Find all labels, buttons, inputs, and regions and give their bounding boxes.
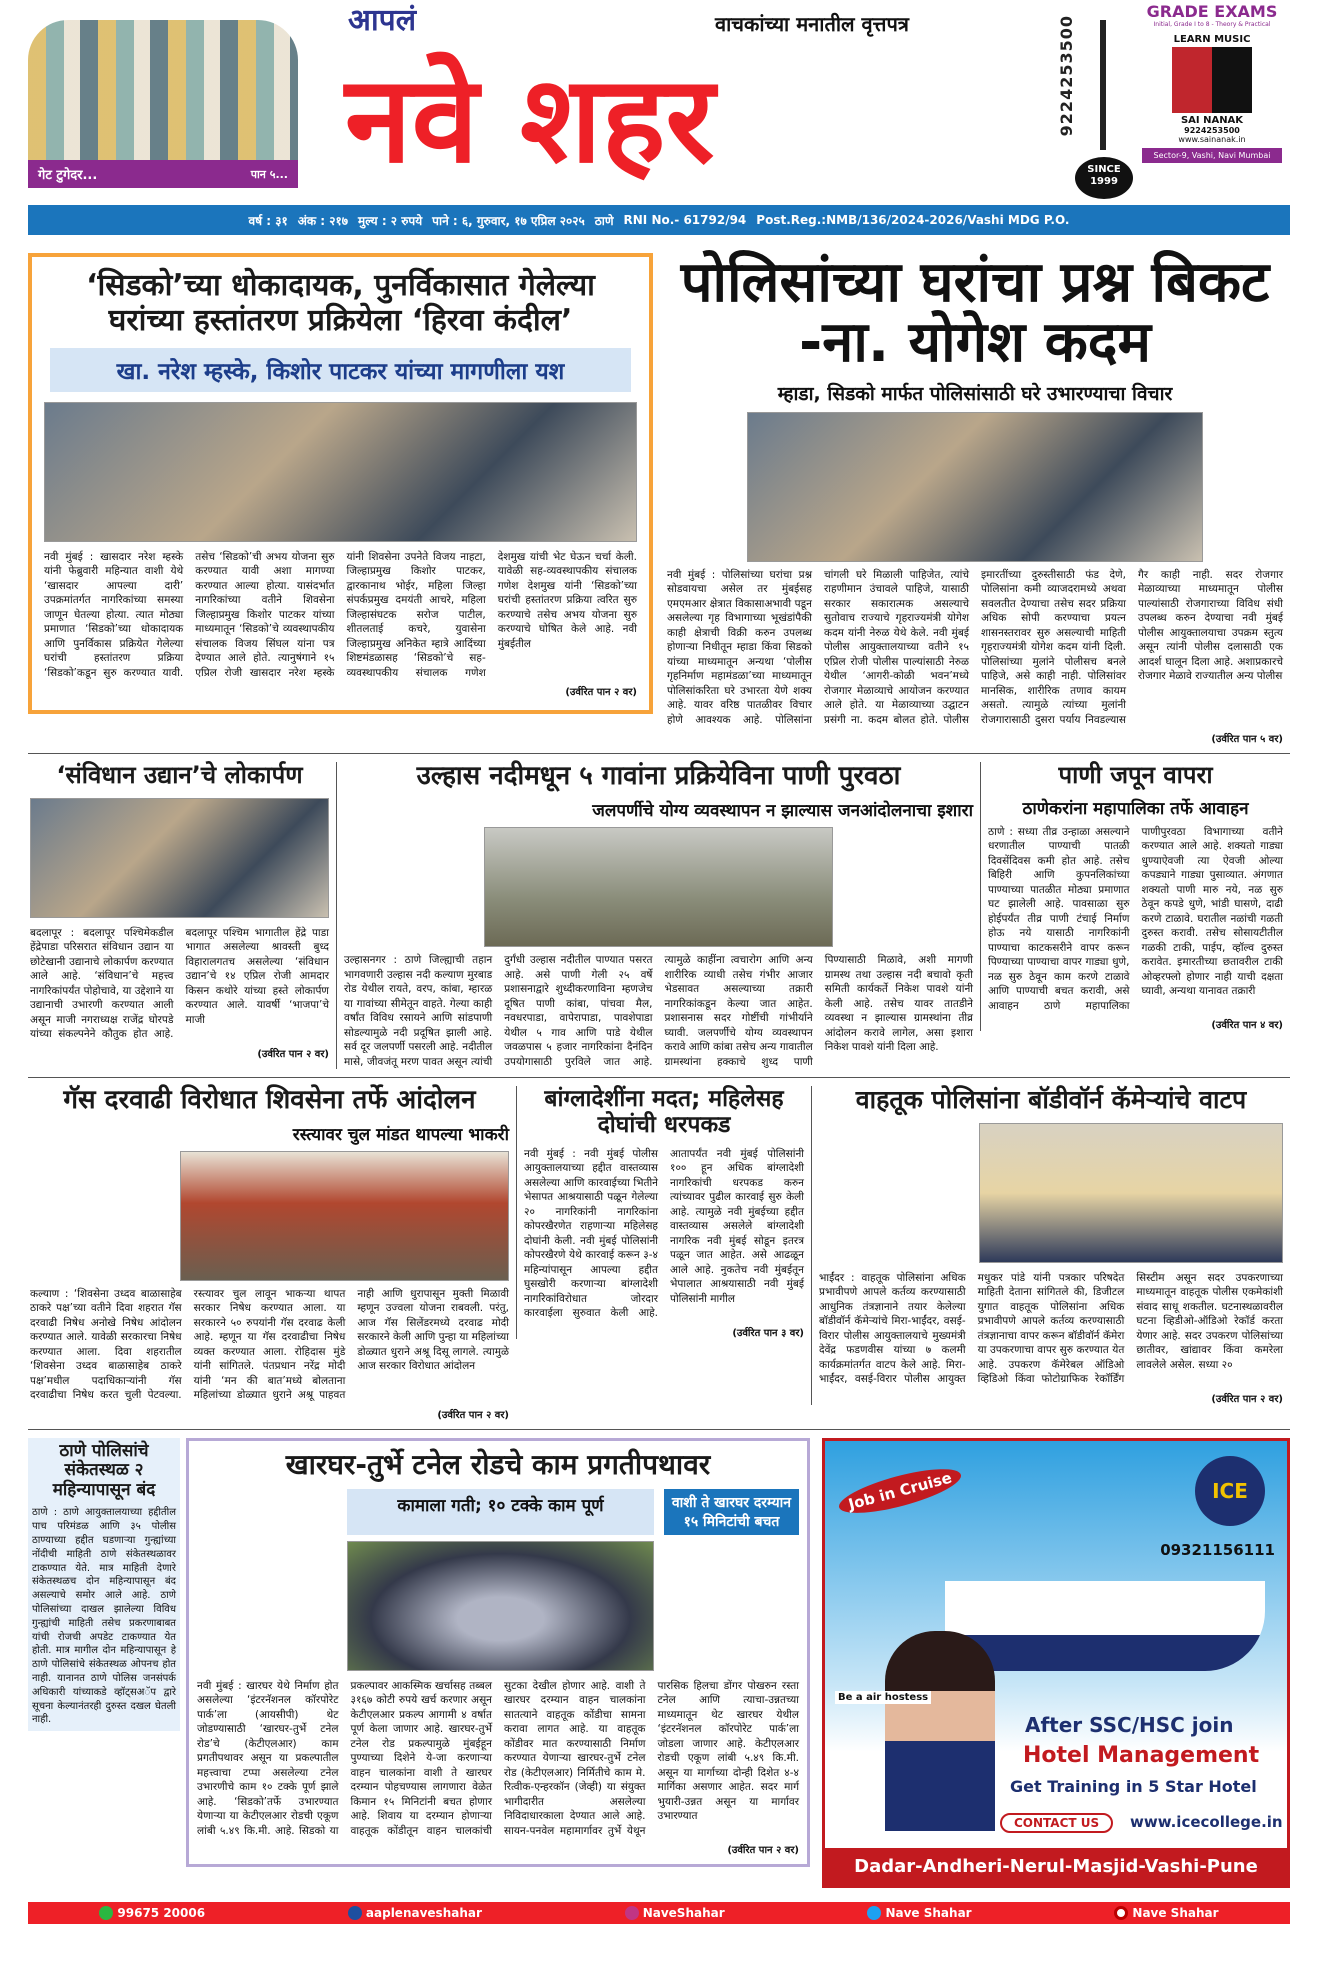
continued-note: (उर्वरित पान ३ वर) [732,1327,804,1339]
story-headline: ‘सिडको’च्या धोकादायक, पुनर्विकासात गेलेल्या घरांच्या हस्तांतरण प्रक्रियेला ‘हिरवा कंदील’ [86,268,595,338]
tunnel-photo [347,1541,654,1671]
story-headline: गॅस दरवाढी विरोधात शिवसेना तर्फे आंदोलन [63,1085,476,1116]
story-subhead: ठाणेकरांना महापालिका तर्फे आवाहन [1022,798,1249,819]
continued-note: (उर्वरित पान २ वर) [727,1845,799,1857]
story-headline: बांग्लादेशींना मदत; महिलेसह दोघांची धरपकड [544,1086,784,1139]
music-note-ad: 9224253500 SINCE 1999 [1055,15,1140,200]
caption-row [347,1489,799,1535]
row-4 [28,1430,1290,1896]
sidebar-box: वाशी ते खारघर दरम्यान १५ मिनिटांची बचत [664,1489,799,1535]
twitter-icon [867,1906,881,1920]
story-ulhas-river [336,762,980,1069]
story-subhead: म्हाडा, सिडको मार्फत पोलिसांसाठी घरे उभारण्याचा विचार [777,382,1173,405]
story-body: उल्हासनगर : ठाणे जिल्ह्याची तहान भागवणारी उल्हास नदी कल्याण मुरबाड रोड येथील रायते, वरप, कांबा, म्हारळ या गावांच्या सीमेतून वाहते. गेल्या काही वर्षांत विविध रसायने आणि सांडपाणी सोडल्यामुळे नदी प्रदूषित झाली आहे. सर्व दूर जलपर्णी पसरली आहे. नदीतील मासे, जीवजंतू मरण पावत असून त्यांची दुर्गंधी उल्हास नदीतील पाण्यात पसरत आहे. असे पाणी गेली २५ वर्षे प्रशासनाद्वारे शुध्दीकरणाविना म्हणजेच दूषित पाणी कांबा, पांचवा मैल, नवधरपाडा, वापेरापाडा, पावशेपाडा येथील ५ गाव आणि पाडे येथील जवळपास ५ हजार नागरिकांना दैनंदिन उपयोगासाठी पुरविले जात आहे. त्यामुळे काहींना त्वचारोग आणि अन्य शारीरिक व्याधी तसेच गंभीर आजार भेडसावत असल्याच्या तक्रारी नागरिकांकडून केल्या जात आहेत. प्रशासनास सदर गोष्टींची गांभीर्याने घ्यावी. जलपर्णीचे योग्य व्यवस्थापन करावे आणि कांबा तसेच अन्य गावातील ग्रामस्थांना हक्काचे शुध्द पाणी पिण्यासाठी मिळावे, अशी मागणी ग्रामस्थ तथा उल्हास नदी बचावो कृती समिती कार्यकर्ते निकेश पावशे यांनी केली आहे. तसेच यावर तातडीने व्यवस्था न झाल्यास ग्रामस्थांना तीव्र आंदोलन करावे लागेल, असा इशारा निकेश पावशे यांनी दिला आहे. [344,954,973,1068]
story-bangladeshi-arrest [516,1086,811,1339]
music-note-icon [1100,20,1106,150]
people-illustration [28,20,298,160]
row-1 [28,245,1290,754]
music-school-ad[interactable]: GRADE EXAMS Initial, Grade I to 8 - Theory & Practical LEARN MUSIC SAI NANAK 9224253500 www.sainanak.in Sector-9, Vashi, Navi Mumbai [1142,2,1282,202]
footer-facebook[interactable]: aaplenaveshahar [348,1906,482,1921]
story-subhead: खा. नरेश म्हस्के, किशोर पाटकर यांच्या मागणीला यश [50,348,631,392]
continued-note: (उर्वरित पान २ वर) [437,1409,509,1421]
story-photo [484,827,833,947]
footer-whatsapp[interactable]: 99675 20006 [99,1906,205,1921]
story-photo [979,1123,1283,1263]
whatsapp-icon [99,1906,113,1920]
page-content [28,245,1290,1924]
ice-logo: ICE [1195,1456,1265,1526]
photo-caption: कामाला गती; १० टक्के काम पूर्ण [347,1489,654,1535]
story-subhead: रस्त्यावर चुल मांडत थापल्या भाकरी [292,1124,509,1145]
masthead-title: नवे शहर [345,51,715,190]
story-headline: वाहतूक पोलिसांना बॉडीवॉर्न कॅमेऱ्यांचे वाटप [855,1085,1247,1115]
story-cidco-handover [28,253,653,714]
story-headline: पाणी जपून वापरा [1058,761,1213,790]
continued-note: (उर्वरित पान २ वर) [1211,1393,1283,1405]
masthead-left-ad [28,20,298,200]
story-photo [44,402,637,542]
row-2 [28,754,1290,1078]
ice-college-ad[interactable]: Job in Cruise ICE 09321156111 Be a air hostess After SSC/HSC join Hotel Management Get Training in 5 Star Hotel CONTACT US www.icecollege.in Dadar-Andheri-Nerul-Masjid-Vashi-Pune [822,1438,1290,1888]
continued-note: (उर्वरित पान २ वर) [565,687,637,699]
footer-instagram[interactable]: NaveShahar [625,1906,725,1921]
story-photo [180,1151,509,1281]
left-banner[interactable]: गेट टुगेदर... पान ५... [28,160,298,188]
row-3 [28,1078,1290,1430]
continued-note: (उर्वरित पान २ वर) [257,1048,329,1060]
youtube-icon [1114,1906,1128,1920]
story-thane-police-website [28,1438,180,1731]
story-body: बदलापूर : बदलापूर पश्चिमेकडील हेंद्रेपाडा परिसरात संविधान उद्यान या छोटेखानी उद्यानाचे लोकार्पण करण्यात आले आहे. ‘संविधान’चे महत्त्व नागरिकांपर्यंत पोहोचावे, या उद्देशाने या उद्यानाची उभारणी करण्यात आली असून माजी नगराध्यक्ष राजेंद्र घोरपडे यांच्या संकल्पनेने कौतुक होत आहे. बदलापूर पश्चिम भागातील हेंद्रे पाडा भागात असलेल्या श्रावस्ती बुध्द विहारालगतच असलेल्या ‘संविधान उद्यान’चे १४ एप्रिल रोजी आमदार किसन कथोरे यांच्या हस्ते लोकार्पण करण्यात आले. यावर्षी ‘भाजपा’चे माजी [30,926,329,1041]
story-body: नवी मुंबई : खासदार नरेश म्हस्के यांनी फेब्रुवारी महिन्यात वाशी येथे ‘खासदार आपल्या दारी’ उपक्रमांतर्गत नागरिकांच्या समस्या जाणून घेतल्या होत्या. त्यात मोठ्या प्रमाणात ‘सिडको’च्या धोकादायक आणि पुनर्विकास प्रक्रियेत गेलेल्या घरांची हस्तांतरण प्रक्रिया ‘सिडको’कडून सुरु करण्यात यावी. तसेच ‘सिडको’ची अभय योजना सुरु करण्यात यावी अशा मागण्या करण्यात आल्या होत्या. यासंदर्भात नागरिकांच्या वतीने शिवसेना जिल्हाप्रमुख किशोर पाटकर यांच्या माध्यमातून ‘सिडको’चे व्यवस्थापकीय संचालक विजय सिंघल यांना पत्र देण्यात आले होते. त्यानुषंगाने १५ एप्रिल रोजी खासदार नरेश म्हस्के यांनी शिवसेना उपनेते विजय नाहटा, जिल्हाप्रमुख किशोर पाटकर, द्वारकानाथ भोईर, महिला जिल्हा संपर्कप्रमुख दमयंती आचरे, महिला जिल्हासंघटक सरोज पाटील, शीतलताई कचरे, युवासेना जिल्हाप्रमुख अनिकेत म्हात्रे आदिंच्या शिष्टमंडळासह ‘सिडको’चे सह-व्यवस्थापकीय संचालक गणेश देशमुख यांची भेट घेऊन चर्चा केली. यावेळी सह-व्यवस्थापकीय संचालक गणेश देशमुख यांनी ‘सिडको’च्या घरांची हस्तांतरण प्रक्रिया त्वरित सुरु करण्याचे तसेच अभय योजना सुरु करण्याचे घोषित केले आहे. नवी मुंबईतील [44,551,637,679]
facebook-icon [348,1906,362,1920]
story-body: नवी मुंबई : पोलिसांच्या घरांचा प्रश्न सोडवायचा असेल तर मुंबईसह एमएमआर क्षेत्रात विकासाअभावी पडून असलेल्या गृह विभागाच्या भूखंडांपैकी काही क्षेत्राची विक्री करुन उपलब्ध होणाऱ्या निधीतून म्हाडा किंवा सिडको यांच्या माध्यमातून अन्यथा ‘पोलीस गृहनिर्माण महामंडळा’च्या माध्यमातून पोलिसांकरिता घरे उभारता येणे शक्य आहे. यावर वरिष्ठ पातळीवर विचार होणे आवश्यक आहे. पोलिसांना चांगली घरे मिळाली पाहिजेत, त्यांचे राहणीमान उंचावले पाहिजे, यासाठी सरकार सकारात्मक असल्याचे सुतोवाच राज्याचे गृहराज्यमंत्री योगेश कदम यांनी नेरुळ येथे केले. नवी मुंबई पोलीस आयुक्तालयाच्या वतीने १५ एप्रिल रोजी पोलीस पाल्यांसाठी नेरुळ येथील ‘आगरी-कोळी भवन’मध्ये रोजगार मेळाव्याचे आयोजन करण्यात आले होते. या मेळाव्याच्या उद्घाटन प्रसंगी ना. कदम बोलत होते. पोलीस इमारतींच्या दुरुस्तीसाठी फंड देणे, पोलिसांना कमी व्याजदरामध्ये अथवा सवलतीत देण्याचा तसेच सदर प्रक्रिया अधिक सोपी करण्याचा प्रयत्न शासनस्तरावर सुरु असल्याची माहिती गृहराज्यमंत्री योगेश कदम यांनी दिली. पोलिसांच्या मुलांने पोलीसच बनले पाहिजे, असे काही नाही. पोलिसांवर मानसिक, शारीरिक तणाव कायम असतो. त्यामुळे त्यांच्या मुलांनी रोजगारासाठी दुसरा पर्याय निवडल्यास गैर काही नाही. सदर रोजगार मेळाव्याच्या माध्यमातून पोलीस पाल्यांसाठी रोजगाराच्या विविध संधी उपलब्ध करुन देण्याचा नवी मुंबई पोलीस आयुक्तालयाचा उपक्रम स्तुत्य असून त्यांनी पोलीस दलासाठी एक आदर्श घालून दिला आहे. अशाप्रकारचे रोजगार मेळावे राज्यातील अन्य पोलीस [667,568,1283,726]
story-body: ठाणे : ठाणे आयुक्तालयाच्या हद्दीतील पाच परिमंडळ आणि ३५ पोलीस ठाण्याच्या हद्दीत घडणाऱ्या गुन्ह्यांच्या नोंदीची माहिती ठाणे संकेतस्थळावर टाकण्यात येते. मात्र माहिती देणारे संकेतस्थळच दोन महिन्यापासून बंद असल्याचे समोर आले आहे. ठाणे पोलिसांच्या दाखल झालेल्या विविध गुन्ह्यांची माहिती तसेच प्रकरणाबाबत यांची रोजची अपडेट टाकण्यात येत होती. मात्र मागील दोन महिन्यापासून हे ठाणे पोलिसांचे संकेतस्थळ ओपनच होत नाही. यानानत ठाणे पोलिस जनसंपर्क अधिकारी यांच्याकडे व्हॉट्सअॅप द्वारे सूचना केल्यानंतरही दुरुस्त दखल घेतली नाही. [32,1507,176,1726]
story-save-water [980,762,1290,1031]
story-headline: पोलिसांच्या घरांचा प्रश्न बिकट -ना. योगेश कदम [680,250,1270,376]
story-headline: ठाणे पोलिसांचे संकेतस्थळ २ महिन्यापासून बंद [52,1440,156,1500]
story-bodycam [811,1086,1290,1405]
story-police-housing [653,250,1290,746]
story-body: कल्याण : ‘शिवसेना उध्दव बाळासाहेब ठाकरे पक्ष’च्या वतीने दिवा शहरात गॅस दरवाढी निषेध अनोखे निषेध आंदोलन करण्यात आले. यावेळी सरकारचा निषेध करण्यात आला. दिवा शहरातील ‘शिवसेना उध्दव बाळासाहेब ठाकरे पक्ष’मधील पदाधिकाऱ्यांनी गॅस दरवाढीचा निषेध करत चुली पेटवल्या. रस्त्यावर चुल लावून भाकऱ्या थापत सरकार निषेध करण्यात आला. या सरकारने ५० रुपयांनी गॅस दरवाढ केली आहे. म्हणून या गॅस दरवाढीचा निषेध व्यक्त करण्यात आला. रोहिदास मुंडे यांनी सांगितले. पंतप्रधान नरेंद्र मोदी यांनी ‘मन की बात’मध्ये बोलताना महिलांच्या डोळ्यात धुराने अश्रू पाहवत नाही आणि धुरापासून मुक्ती मिळावी म्हणून उज्वला योजना राबवली. परंतु, आज गॅस सिलेंडरमध्ये दरवाढ मोदी सरकारने केली आणि पुन्हा या महिलांच्या डोळ्यात धुराने अश्रू दिसू लागले. त्यामुळे आज सरकार विरोधात आंदोलन [30,1287,509,1402]
footer-youtube[interactable]: Nave Shahar [1114,1906,1218,1921]
footer-social-bar [28,1902,1290,1924]
story-headline: ‘संविधान उद्यान’चे लोकार्पण [56,761,303,790]
phone-number: 09321156111 [1160,1540,1275,1559]
story-gas-protest [28,1086,516,1421]
masthead-tagline: वाचकांच्या मनातील वृत्तपत्र [715,12,909,36]
piano-image [1172,47,1252,113]
story-subhead: जलपर्णीचे योग्य व्यवस्थापन न झाल्यास जनआंदोलनाचा इशारा [592,801,973,822]
continued-note: (उर्वरित पान ५ वर) [1211,734,1283,746]
story-body: नवी मुंबई : खारघर येथे निर्माण होत असलेल्या ‘इंटरनॅशनल कॉरपोरेट पार्क’ला (आयसीपी) थेट जोडण्यासाठी ‘खारघर-तुर्भे टनेल रोड’चे (केटीएलआर) काम प्रगतीपथावर असून या प्रकल्पातील महत्त्वाचा टप्पा असलेल्या टनेल उभारणीचे काम १० टक्के पूर्ण झाले आहे. ‘सिडको’तर्फे उभारण्यात येणाऱ्या या केटीएलआर रोडची एकूण लांबी ५.४९ कि.मी. आहे. सिडको या प्रकल्पावर आकस्मिक खर्चासह तब्बल ३१६७ कोटी रुपये खर्च करणार असून केटीएलआर प्रकल्प आगामी ४ वर्षात पूर्ण केला जाणार आहे. खारघर-तुर्भे टनेल रोड प्रकल्पामुळे मुंबईहून पुण्याच्या दिशेने ये-जा करणाऱ्या वाहन चालकांना वाशी ते खारघर दरम्यान पोहचण्यास लागणारा वेळेत किमान १५ मिनिटांनी बचत होणार आहे. शिवाय या दरम्यान होणाऱ्या वाहतूक कोंडीतून वाहन चालकांची सुटका देखील होणार आहे. वाशी ते खारघर दरम्यान वाहन चालकांना सातत्याने वाहतूक कोंडीचा सामना करावा लागत आहे. या वाहतूक कोंडीवर मात करण्यासाठी निर्माण करण्यात येणाऱ्या खारघर-तुर्भे टनेल रोड (केटीएलआर) निर्मितीचे काम मे. रित्वीक-एन्हरकॉन (जेव्ही) या संयुक्त भागीदारीत असलेल्या निविदाधारकाला देण्यात आले आहे. सायन-पनवेल महामार्गावर तुर्भे येथून पारसिक हिलचा डोंगर पोखरुन रस्ता टनेल आणि त्याचा-उन्नतच्या माध्यमातून थेट खारघर येथील ‘इंटरनॅशनल कॉरपोरेट पार्क’ला जोडला जाणार आहे. केटीएलआर रोडची एकूण लांबी ५.४९ कि.मी. असून या मार्गाच्या दोन्ही दिशेत ४-४ मार्गिका असणार आहेत. सदर मार्ग भुयारी-उन्नत असून या मार्गावर उभारण्यात [197,1679,799,1837]
footer-twitter[interactable]: Nave Shahar [867,1906,971,1921]
hostess-image [885,1631,995,1831]
story-constitution-garden [28,762,336,1059]
dateline-bar: वर्ष : ३१ अंक : २१७ मुल्य : २ रुपये पाने : ६, गुरुवार, १७ एप्रिल २०२५ ठाणे RNI No.- 61792/94 Post.Reg.:NMB/136/2024-2026/Vashi MDG P.O. [28,205,1290,235]
instagram-icon [625,1906,639,1920]
contact-us-button[interactable]: CONTACT US [1000,1813,1113,1833]
story-body: नवी मुंबई : नवी मुंबई पोलीस आयुक्तालयाच्या हद्दीत वास्तव्यास असलेल्या आणि कारवाईच्या भितीने भेसापत आश्रयासाठी पळून गेलेल्या २० नागरिकांनी नागरिकांना कोपरखैरणेत राहणाऱ्या महिलेसह दोघांनी केली. नवी मुंबई पोलिसांनी कोपरखैरणे येथे कारवाई करून ३-४ महिन्यांपासून आपल्या हद्दीत घुसखोरी करणाऱ्या बांग्लादेशी नागरिकांविरोधात जोरदार कारवाईला सुरुवात केली आहे. आतापर्यंत नवी मुंबई पोलिसांनी १०० हून अधिक बांग्लादेशी नागरिकांची धरपकड करुन त्यांच्यावर पुढील कारवाई सुरु केली आहे. त्यामुळे नवी मुंबईच्या हद्दीत वास्तव्यास असलेले बांग्लादेशी नागरिक नवी मुंबई सोडून इतरत्र पळून जात आहेत. असे आढळून आले आहे. नुकतेच नवी मुंबईतून भेपालात आश्रयासाठी नवी मुंबई पोलिसांनी मागील [524,1147,804,1320]
story-kharghar-tunnel [186,1438,810,1868]
story-photo [747,412,1203,562]
story-headline: खारघर-तुर्भे टनेल रोडचे काम प्रगतीपथावर [285,1447,711,1481]
story-photo [30,798,329,918]
continued-note: (उर्वरित पान ४ वर) [1211,1020,1283,1032]
website-link[interactable]: www.icecollege.in [1130,1812,1283,1831]
story-headline: उल्हास नदीमधून ५ गावांना प्रक्रियेविना पाणी पुरवठा [416,761,901,792]
story-body: ठाणे : सध्या तीव्र उन्हाळा असल्याने धरणातील पाण्याची पातळी दिवसेंदिवस कमी होत आहे. तसेच बिहिरी आणि कुपनलिकांच्या पाण्याच्या पातळीत मोठ्या प्रमाणात घट झालेली आहे. पावसाळा सुरु होईपर्यंत तीव्र पाणी टंचाई निर्माण होऊ नये यासाठी नागरिकांनी पाण्याचा काटकसरीने वापर करून पिण्याच्या पाण्याचा वापर गाड्या धुणे, नळ सुरु ठेवून काम करणे टाळावे आणि पाण्याची बचत करावी, असे आवाहन ठाणे महापालिका पाणीपुरवठा विभागाच्या वतीने करण्यात आले आहे. शक्यतो गाड्या धुण्याऐवजी त्या ऐवजी ओल्या कपड्याने गाड्या पुसाव्यात. अंगणात शक्यतो पाणी मारु नये, नळ सुरु ठेवून कपडे धुणे, भांडी घासणे, दाढी करणे टाळावे. घरातील नळांची गळती दुरुस्त करावी. तसेच सोसायटीतील गळकी टाकी, पाईप, व्हॉल्व दुरुस्त करावेत. इमारतीच्या छतावरील टाकी ओव्हरफ्लो होणार नाही याची दक्षता घ्यावी, अन्यथा यानावत तक्रारी [988,825,1283,1012]
masthead-prefix: आपलं [348,3,417,38]
cruise-ship-image [945,1581,1265,1671]
story-body: भाईंदर : वाहतूक पोलिसांना अधिक प्रभावीपणे आपले कर्तव्य करण्यासाठी आधुनिक तंत्रज्ञानाने तयार केलेल्या बॉडीवॉर्न कॅमेऱ्यांचे मिरा-भाईंदर, वसई-विरार पोलीस आयुक्तालयाचे मुख्यमंत्री देवेंद्र फडणवीस यांच्या ७ कलमी कार्यक्रमांतर्गत वाटप केले आहे. मिरा-भाईंदर, वसई-विरार पोलीस आयुक्त मधुकर पांडे यांनी पत्रकार परिषदेत माहिती देताना सांगितले की, डिजीटल युगात वाहतूक पोलिसांना अधिक प्रभावीपणे आपले कर्तव्य करण्यासाठी तंत्रज्ञानाचा वापर करून बॉडीवॉर्न कॅमेरा या उपकरणाचा वापर सुरु करण्यात येत आहे. उपकरण कॅमेरेबल ऑडिओ व्हिडिओ किंवा फोटोग्राफिक रेकॉर्डिंग सिस्टीम असून सदर उपकरणाच्या माध्यमातून वाहतूक पोलीस एकमेकांशी संवाद साधू शकतील. घटनास्थळावरील घटना व्हिडीओ-ऑडिओ रेकॉर्ड करता येणार आहे. सदर उपकरण पोलिसांच्या छातीवर, खांद्यावर किंवा कमरेला लावलेले असेल. सध्या २० [819,1271,1283,1386]
job-cruise-badge: Job in Cruise [835,1460,965,1522]
